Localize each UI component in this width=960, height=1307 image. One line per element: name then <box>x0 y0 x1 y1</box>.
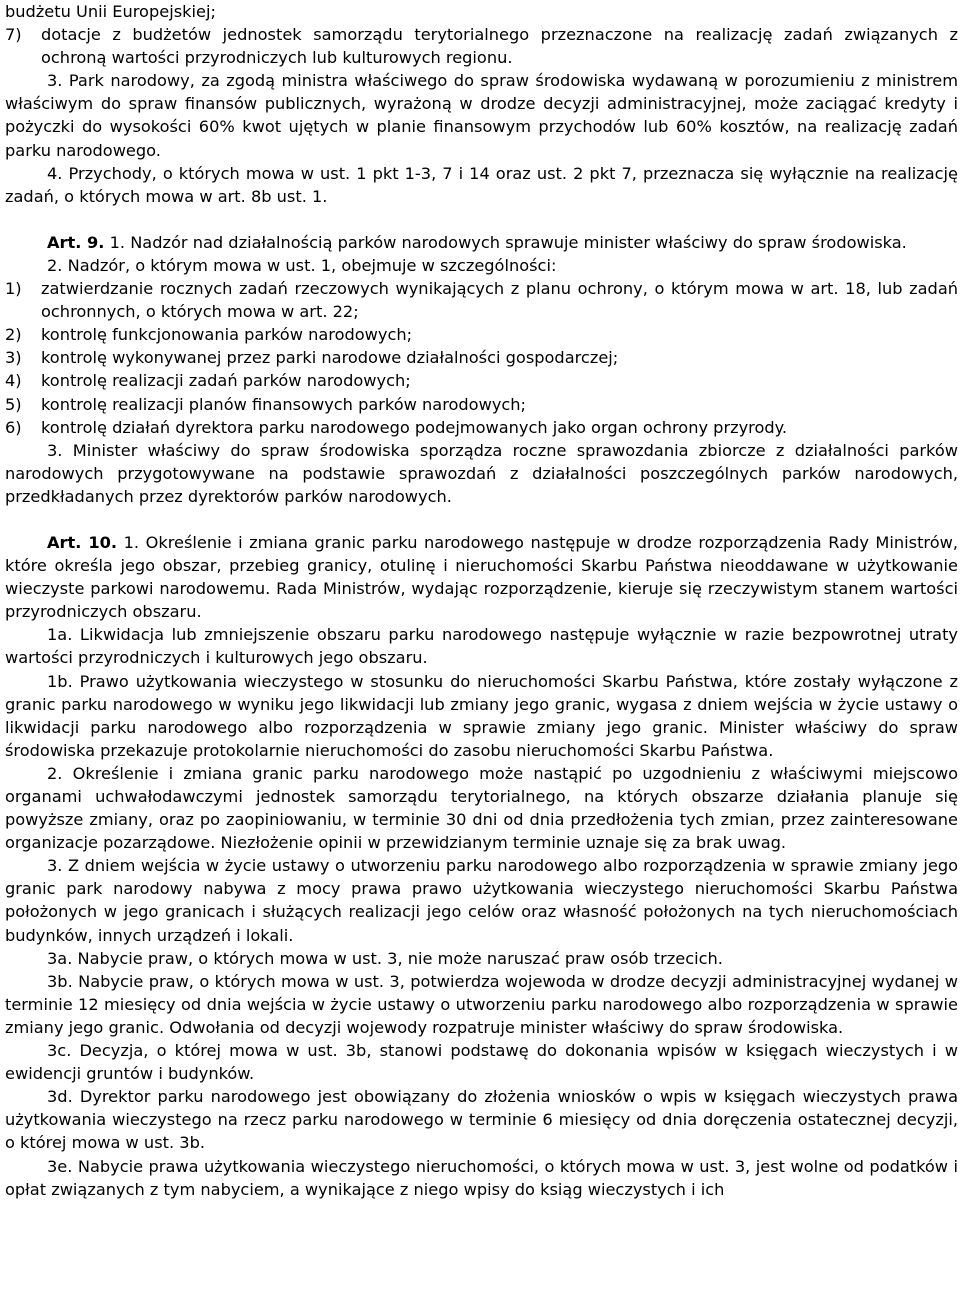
list-item-text: kontrolę funkcjonowania parków narodowych; <box>41 325 413 345</box>
list-item <box>5 369 958 392</box>
art9-list <box>5 277 958 439</box>
list-item-text: dotacje z budżetów jednostek samorządu terytorialnego przeznaczone na realizację zadań związanych z ochroną wartości przyrodniczych lub kulturowych regionu. <box>41 25 958 68</box>
paragraph-3: 3. Park narodowy, za zgodą ministra właściwego do spraw środowiska wydawaną w porozumieniu z ministrem właściwym do spraw finansów publicznych, wyrażoną w drodze decyzji administracyjnej, może zaciągać kredyty i pożyczki do wysokości 60% kwot ujętych w planie finansowym przychodów lub 60% kosztów, na realizację zadań parku narodowego. <box>5 71 958 160</box>
list-item-number: 3) <box>5 348 22 368</box>
art10-paragraph-2: 2. Określenie i zmiana granic parku narodowego może nastąpić po uzgodnieniu z właściwymi miejscowo organami uchwałodawczymi jednostek samorządu terytorialnego, na których obszarze działania planuje się powyższe zmiany, oraz po zaopiniowaniu, w terminie 30 dni od dnia przedłożenia tych zmian, przez zainteresowane organizacje pozarządowe. Niezłożenie opinii w przewidzianym terminie uznaje się za brak uwag. <box>5 763 958 853</box>
art9-p1-text: 1. Nadzór nad działalnością parków narodowych sprawuje minister właściwy do spraw środowiska. <box>109 232 907 252</box>
list-item-text: kontrolę realizacji zadań parków narodowych; <box>41 371 411 391</box>
list-item-number: 7) <box>5 25 22 45</box>
art10-paragraph-1b: 1b. Prawo użytkowania wieczystego w stosunku do nieruchomości Skarbu Państwa, które zostały wyłączone z granic parku narodowego w wyniku jego likwidacji lub zmiany jego granic, wygasa z dniem wejścia w życie ustawy o likwidacji parku narodowego albo rozporządzenia w sprawie zmiany jego granic. Minister właściwy do spraw środowiska przekazuje protokolarnie nieruchomości do zasobu nieruchomości Skarbu Państwa. <box>5 671 958 760</box>
art10-paragraph-1 <box>5 531 958 623</box>
art10-paragraph-3a: 3a. Nabycie praw, o których mowa w ust. 3, nie może naruszać praw osób trzecich. <box>47 948 723 968</box>
list-item-number: 2) <box>5 325 22 345</box>
art9-heading: Art. 9. <box>47 232 105 252</box>
art10-paragraph-3c: 3c. Decyzja, o której mowa w ust. 3b, stanowi podstawę do dokonania wpisów w księgach wieczystych i w ewidencji gruntów i budynków. <box>5 1041 958 1084</box>
list-item-text: kontrolę działań dyrektora parku narodowego podejmowanych jako organ ochrony przyrody. <box>41 417 788 437</box>
art9-paragraph-3: 3. Minister właściwy do spraw środowiska sporządza roczne sprawozdania zbiorcze z działalności parków narodowych przygotowywane na podstawie sprawozdań z działalności poszczególnych parków narodowych, przedkładanych przez dyrektorów parków narodowych. <box>5 440 958 506</box>
art10-heading: Art. 10. <box>47 532 118 552</box>
art9-paragraph-1 <box>5 231 958 254</box>
list-item <box>5 393 958 416</box>
art10-paragraph-1a: 1a. Likwidacja lub zmniejszenie obszaru parku narodowego następuje wyłącznie w razie bezpowrotnej utraty wartości przyrodniczych i kulturowych jego obszaru. <box>5 625 958 668</box>
list-item-number: 1) <box>5 279 22 299</box>
list-item-text: zatwierdzanie rocznych zadań rzeczowych wynikających z planu ochrony, o którym mowa w art. 18, lub zadań ochronnych, o których mowa w art. 22; <box>41 279 958 322</box>
art10-paragraph-3b: 3b. Nabycie praw, o których mowa w ust. 3, potwierdza wojewoda w drodze decyzji administracyjnej wydanej w terminie 12 miesięcy od dnia wejścia w życie ustawy o utworzeniu parku narodowego albo rozporządzenia w sprawie zmiany jego granic. Odwołania od decyzji wojewody rozpatruje minister właściwy do spraw środowiska. <box>5 971 958 1037</box>
top-fragment: budżetu Unii Europejskiej; <box>5 2 216 21</box>
list-item-number: 6) <box>5 417 22 437</box>
spacer <box>5 208 958 231</box>
art9-paragraph-2: 2. Nadzór, o którym mowa w ust. 1, obejmuje w szczególności: <box>47 255 557 275</box>
art10-paragraph-3d: 3d. Dyrektor parku narodowego jest obowiązany do złożenia wniosków o wpis w księgach wieczystych prawa użytkowania wieczystego na rzecz parku narodowego w terminie 6 miesięcy od dnia doręczenia ostatecznej decyzji, o której mowa w ust. 3b. <box>5 1087 958 1153</box>
list-item <box>5 277 958 323</box>
art10-p1-text: 1. Określenie i zmiana granic parku narodowego następuje w drodze rozporządzenia Rady Ministrów, które określa jego obszar, przebieg granicy, otulinę i nieruchomości Skarbu Państwa nieoddawane w użytkowanie wieczyste parkowi narodowemu. Rada Ministrów, wydając rozporządzenie, kieruje się rzeczywistym stanem wartości przyrodniczych obszaru. <box>5 532 959 622</box>
list-item-number: 5) <box>5 394 22 414</box>
list-item-text: kontrolę wykonywanej przez parki narodowe działalności gospodarczej; <box>41 348 619 368</box>
list-item-text: kontrolę realizacji planów finansowych parków narodowych; <box>41 394 527 414</box>
paragraph-4: 4. Przychody, o których mowa w ust. 1 pkt 1-3, 7 i 14 oraz ust. 2 pkt 7, przeznacza się wyłącznie na realizację zadań, o których mowa w art. 8b ust. 1. <box>5 163 958 206</box>
list-item-number: 4) <box>5 371 22 391</box>
art10-paragraph-3: 3. Z dniem wejścia w życie ustawy o utworzeniu parku narodowego albo rozporządzenia w sprawie zmiany jego granic park narodowy nabywa z mocy prawa prawo użytkowania wieczystego nieruchomości Skarbu Państwa położonych w jego granicach i służących realizacji jego celów oraz własność położonych na tych nieruchomościach budynków, innych urządzeń i lokali. <box>5 856 958 945</box>
art10-paragraph-3e: 3e. Nabycie prawa użytkowania wieczystego nieruchomości, o których mowa w ust. 3, jest wolne od podatków i opłat związanych z tym nabyciem, a wynikające z niego wpisy do ksiąg wieczystych i ich <box>5 1156 958 1199</box>
list-item <box>5 346 958 369</box>
list-item <box>5 416 958 439</box>
spacer <box>5 508 958 531</box>
list-item <box>5 323 958 346</box>
list-item-7 <box>5 23 958 69</box>
